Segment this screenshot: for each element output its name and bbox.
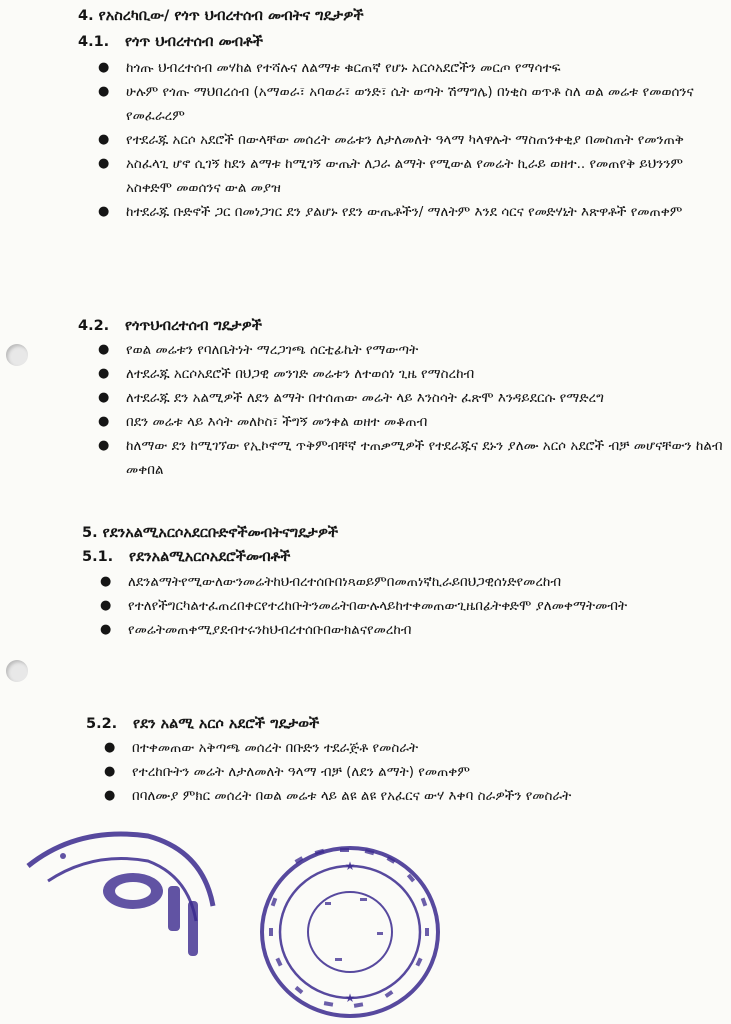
subsection-4-1-heading (78, 34, 263, 50)
list-item: ● ከለማው ደን ከሚገኘው የኢኮኖሚ ጥቅምብቸኛ ተጠቃሚዎች የተደራጁና ደኑን ያለሙ አርሶ አደሮች ብቻ መሆናቸውን ከልብ መቀበል (98, 434, 723, 482)
list-item: ● የመሬትመጠቀሚያደብተሩንከህብረተሰቡበውክልናየመረከብ (100, 618, 723, 642)
section-4-heading: 4. የአስረካቢው/ የጎጥ ህብረተሰብ መብትና ግዴታዎች (78, 8, 364, 24)
subsection-number: 4.2. (78, 318, 110, 334)
bullet-icon: ● (98, 414, 110, 429)
bullet-icon: ● (104, 788, 116, 803)
bullet-icon: ● (98, 342, 110, 357)
punch-hole (6, 660, 28, 682)
list-item: ● አስፈላጊ ሆኖ ሲገኝ ከደን ልማቱ ከሚገኝ ውጤት ለጋራ ልማት የሚውል የመሬት ኪራይ ወዘተ.. የመጠየቅ ይህንንም አስቀድሞ መወሰንና ውል መያዝ (98, 152, 723, 200)
rights-list-4-1 (98, 56, 723, 224)
subsection-number: 4.1. (78, 34, 110, 50)
duties-list-5-2 (104, 736, 723, 808)
official-seal-left (18, 826, 218, 976)
list-item: ● ለደንልማትየሚውለውንመሬትከህብረተሰቡበነጻወይምበመጠነኛኪራይበህጋዊሰነድየመረከብ (100, 570, 723, 594)
bullet-icon: ● (104, 764, 116, 779)
subsection-number: 5.1. (82, 549, 114, 565)
bullet-icon: ● (104, 740, 116, 755)
bullet-icon: ● (98, 366, 110, 381)
section-5-heading: 5. የደንአልሚአርሶአደርቡድኖችመብትናግዴታዎች (82, 525, 339, 541)
rights-list-5-1 (100, 570, 723, 642)
list-item: ● በደን መሬቱ ላይ እሳት መለኮስ፣ ችግኝ መንቀል ወዘተ መቆጠብ (98, 410, 723, 434)
bullet-icon: ● (98, 84, 110, 99)
bullet-icon: ● (98, 60, 110, 75)
subsection-title: የደንአልሚአርሶአደሮችመብቶች (129, 549, 291, 565)
bullet-icon: ● (98, 204, 110, 219)
subsection-title: የጎጥህብረተሰብ ግዴታዎች (125, 318, 262, 334)
official-seal-right (255, 840, 445, 1020)
subsection-5-1-heading (82, 549, 290, 565)
subsection-title: የጎጥ ህብረተሰብ መብቶች (125, 34, 263, 50)
bullet-icon: ● (100, 622, 112, 637)
svg-text:★: ★ (344, 991, 356, 1005)
bullet-icon: ● (98, 438, 110, 453)
list-item: ● የተደራጁ አርሶ አደሮች በውላቸው መሰረት መሬቱን ለታለመለት ዓላማ ካላዋሉት ማስጠንቀቂያ በመስጠት የመንጠቅ (98, 128, 723, 152)
bullet-icon: ● (98, 390, 110, 405)
list-item: ● ለተደራጁ አርሶአደሮች በህጋዊ መንገድ መሬቱን ለተወሰነ ጊዜ የማስረከብ (98, 362, 723, 386)
list-item: ● ሁሉም የጎጡ ማህበረሰብ (አማወራ፣ አባወራ፣ ወንድ፣ ሴት ወጣት ሽማግሌ) በነቂስ ወጥቶ ስለ ወል መሬቱ የመወሰንና የመፈራረም (98, 80, 723, 128)
list-item: ● ለተደራጁ ደን አልሚዎች ለደን ልማት በተሰጠው መሬት ላይ እንስሳት ፈጽሞ እንዳይደርሱ የማድረግ (98, 386, 723, 410)
list-item: ● ከተደራጁ ቡድኖች ጋር በመነጋገር ደን ያልሆኑ የደን ውጤቶችን/ ማለትም እንደ ሳርና የመድሃኒት እጽዋቶች የመጠቀም (98, 200, 723, 224)
list-item: ● የወል መሬቱን የባለቤትነት ማረጋገጫ ሰርቲፊኬት የማውጣት (98, 338, 723, 362)
subsection-4-2-heading (78, 318, 262, 334)
punch-hole (6, 344, 28, 366)
subsection-5-2-heading (86, 716, 319, 732)
subsection-number: 5.2. (86, 716, 118, 732)
list-item: ● በተቀመጠው አቅጣጫ መሰረት በቡድን ተደራጅቶ የመስራት (104, 736, 723, 760)
bullet-icon: ● (100, 598, 112, 613)
list-item: ● የተለየችግርካልተፈጠረበቀርየተረከቡትንመሬትበውሉላይከተቀመጠውጊዜበፊትቀድሞ ያለመቀማትመብት (100, 594, 723, 618)
duties-list-4-2 (98, 338, 723, 482)
svg-text:★: ★ (344, 859, 356, 873)
list-item: ● ከጎጡ ህብረተሰብ መሃከል የተሻሉና ለልማቱ ቁርጠኛ የሆኑ አርሶአደሮችን መርጦ የማሳተፍ (98, 56, 723, 80)
subsection-title: የደን አልሚ አርሶ አደሮች ግዴታወች (133, 716, 320, 732)
list-item: ● በባለሙያ ምክር መሰረት በወል መሬቱ ላይ ልዩ ልዩ የአፈርና ውሃ እቀባ ስራዎችን የመስራት (104, 784, 723, 808)
bullet-icon: ● (98, 132, 110, 147)
list-item: ● የተረከቡትን መሬት ለታለመለት ዓላማ ብቻ (ለደን ልማት) የመጠቀም (104, 760, 723, 784)
bullet-icon: ● (98, 156, 110, 171)
bullet-icon: ● (100, 574, 112, 589)
